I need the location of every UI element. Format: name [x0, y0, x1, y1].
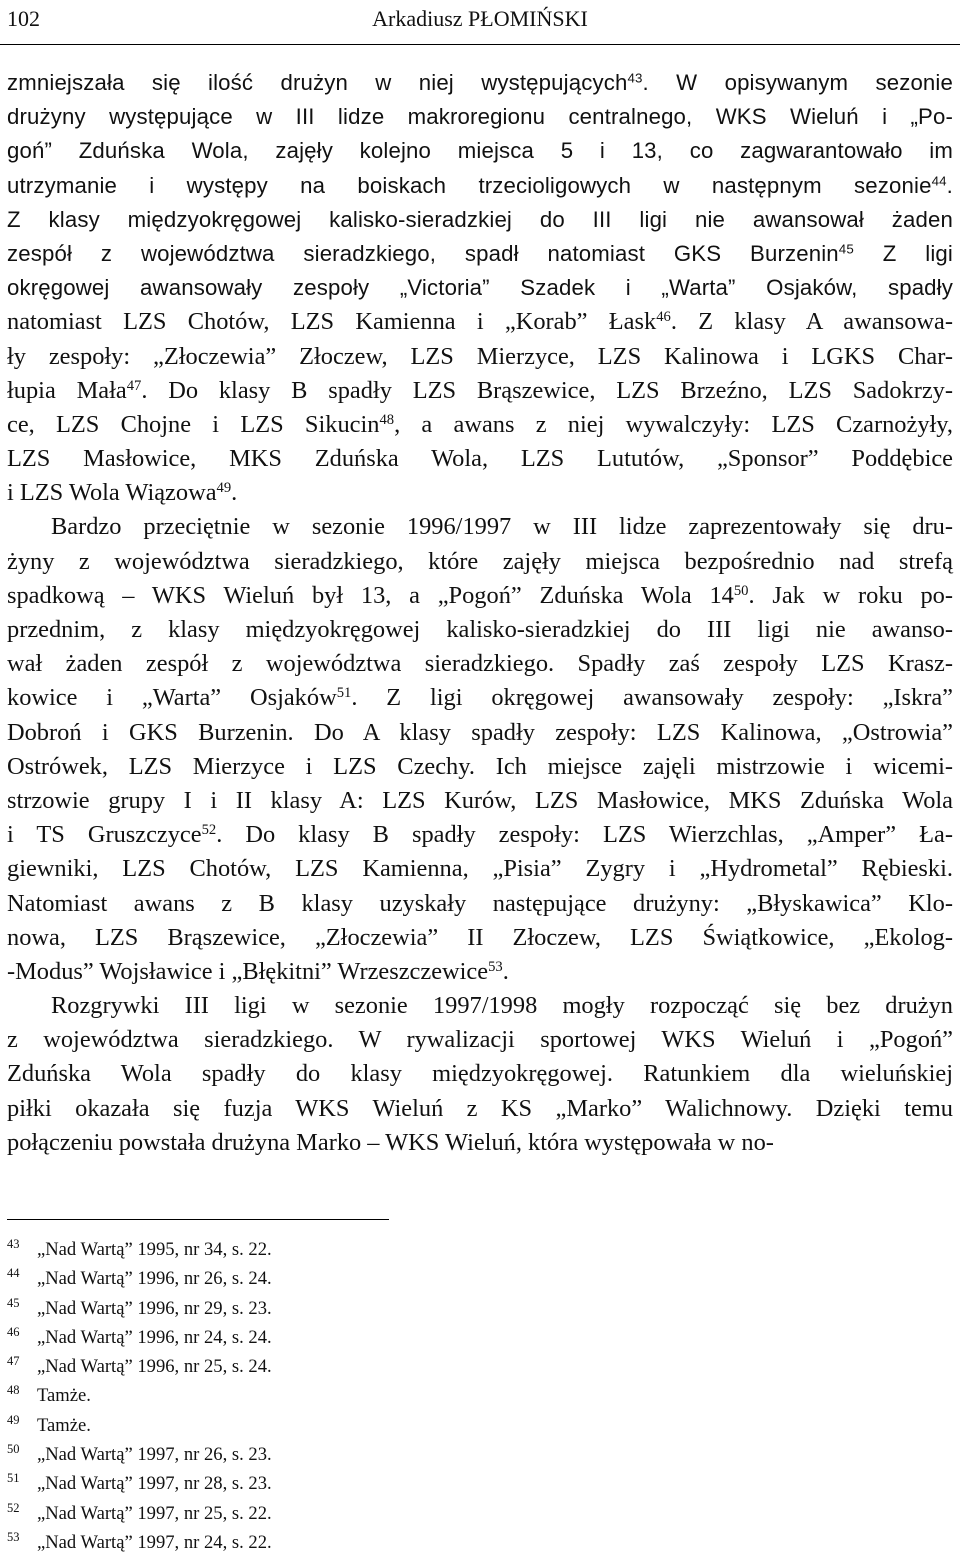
text-line: [7, 613, 953, 647]
footnote: [7, 1435, 807, 1464]
text-line: [7, 271, 953, 305]
footnote-text: „Nad Wartą” 1997, nr 26, s. 23.: [37, 1444, 272, 1466]
text-line: [7, 1126, 953, 1160]
text-segment: . Do klasy B spadły LZS Brąszewice, LZS Brzeźno, LZS Sadokrzy-: [141, 376, 953, 404]
text-segment: łupia Mała: [7, 376, 127, 404]
text-segment: . Jak w roku po-: [748, 581, 953, 609]
footnote-ref[interactable]: 52: [201, 822, 217, 839]
footnote-ref[interactable]: 51: [336, 685, 352, 702]
text-segment: Rozgrywki III ligi w sezonie 1997/1998 mogły rozpocząć się bez drużyn: [51, 992, 953, 1020]
text-line: [7, 955, 953, 989]
footnote-text: „Nad Wartą” 1996, nr 24, s. 24.: [37, 1326, 272, 1348]
text-segment: zmniejszała się ilość drużyn w niej występujących: [7, 70, 628, 95]
text-line: [7, 852, 953, 886]
text-segment: Ostrówek, LZS Mierzyce i LZS Czechy. Ich miejsce zajęli mistrzowie i wicemi-: [7, 752, 953, 780]
text-line: [7, 237, 953, 271]
text-segment: nowa, LZS Brąszewice, „Złoczewia” II Złoczew, LZS Świątkowice, „Ekolog-: [7, 923, 953, 951]
footnote-text: Tamże.: [37, 1414, 91, 1436]
text-segment: i LZS Wola Wiązowa: [7, 479, 217, 507]
footnote-text: „Nad Wartą” 1996, nr 29, s. 23.: [37, 1297, 272, 1319]
text-segment: z województwa sieradzkiego. W rywalizacji sportowej WKS Wieluń i „Pogoń”: [7, 1026, 953, 1054]
footnote-ref[interactable]: 46: [656, 309, 671, 326]
text-segment: Dobroń i GKS Burzenin. Do A klasy spadły zespoły: LZS Kalinowa, „Ostrowia”: [7, 718, 953, 746]
footnote-number: 44: [7, 1266, 20, 1281]
text-segment: . W opisywanym sezonie: [642, 70, 953, 95]
text-line: [7, 887, 953, 921]
text-line: [7, 1023, 953, 1057]
text-line: [7, 510, 953, 544]
footnote-text: „Nad Wartą” 1997, nr 28, s. 23.: [37, 1473, 272, 1495]
footnote-ref[interactable]: 45: [838, 241, 854, 257]
text-segment: spadkową – WKS Wieluń był 13, a „Pogoń” Zduńska Wola 14: [7, 581, 734, 609]
footnote-ref[interactable]: 53: [488, 958, 503, 975]
text-line: [7, 442, 953, 476]
text-segment: giewniki, LZS Chotów, LZS Kamienna, „Pisia” Zygry i „Hydrometal” Rębieski.: [7, 855, 953, 883]
text-line: [7, 1057, 953, 1091]
text-segment: natomiast LZS Chotów, LZS Kamienna i „Korab” Łask: [7, 308, 657, 336]
text-segment: Z klasy międzyokręgowej kalisko-sieradzkiej do III ligi nie awansował żaden: [7, 206, 953, 232]
text-segment: strzowie grupy I i II klasy A: LZS Kurów, LZS Masłowice, MKS Zduńska Wola: [7, 786, 953, 814]
text-line: [7, 305, 953, 339]
footnote: [7, 1523, 807, 1552]
text-line: [7, 716, 953, 750]
footnote-number: 49: [7, 1412, 20, 1427]
text-segment: piłki okazała się fuzja WKS Wieluń z KS „Marko” Walichnowy. Dzięki temu: [7, 1094, 953, 1122]
text-segment: Zduńska Wola spadły do klasy międzyokręgowej. Ratunkiem dla wieluńskiej: [7, 1060, 953, 1088]
text-segment: Bardzo przeciętnie w sezonie 1996/1997 w III lidze zaprezentowały się dru-: [51, 513, 953, 541]
footnote-text: „Nad Wartą” 1997, nr 25, s. 22.: [37, 1502, 272, 1524]
text-line: [7, 169, 953, 203]
text-segment: . Z ligi okręgowej awansowały zespoły: „Iskra”: [351, 684, 954, 712]
text-segment: żyny z województwa sieradzkiego, które zajęły miejsca bezpośrednio nad strefą: [7, 547, 953, 575]
text-line: [7, 100, 953, 134]
text-line: [7, 989, 953, 1023]
text-segment: przednim, z klasy międzyokręgowej kalisko-sieradzkiej do III ligi nie awanso-: [7, 616, 953, 643]
footnote: [7, 1406, 807, 1435]
page-number: 102: [7, 6, 40, 31]
text-segment: utrzymanie i występy na boiskach trzecioligowych w następnym sezonie: [7, 172, 932, 198]
text-segment: kowice i „Warta” Osjaków: [7, 684, 337, 712]
footnote: [7, 1494, 807, 1523]
text-segment: , a awans z niej wywalczyły: LZS Czarnożyły,: [394, 410, 953, 438]
footnote: [7, 1464, 807, 1493]
footnote-separator: [7, 1219, 389, 1220]
footnote-ref[interactable]: 44: [931, 173, 947, 189]
text-segment: połączeniu powstała drużyna Marko – WKS Wieluń, która występowała w no-: [7, 1128, 774, 1156]
footnote-number: 48: [7, 1383, 20, 1398]
text-segment: LZS Masłowice, MKS Zduńska Wola, LZS Lututów, „Sponsor” Poddębice: [7, 445, 953, 473]
footnote-ref[interactable]: 47: [126, 377, 142, 394]
footnote-ref[interactable]: 50: [733, 582, 749, 599]
text-segment: .: [946, 172, 953, 198]
text-line: [7, 1092, 953, 1126]
text-line: [7, 784, 953, 818]
text-segment: drużyny występujące w III lidze makroregionu centralnego, WKS Wieluń i „Po-: [7, 104, 953, 130]
footnote-number: 45: [7, 1295, 20, 1310]
text-line: [7, 818, 953, 852]
text-segment: Z ligi: [853, 240, 953, 266]
text-segment: okręgowej awansowały zespoły „Victoria” Szadek i „Warta” Osjaków, spadły: [7, 275, 953, 301]
text-segment: . Do klasy B spadły zespoły: LZS Wierzchlas, „Amper” Ła-: [216, 821, 953, 849]
footnote-text: „Nad Wartą” 1996, nr 25, s. 24.: [37, 1356, 272, 1378]
footnote: [7, 1318, 807, 1347]
text-line: [7, 579, 953, 613]
text-segment: . Z klasy A awansowa-: [670, 308, 953, 336]
footnote: [7, 1259, 807, 1288]
footnote-text: „Nad Wartą” 1997, nr 24, s. 22.: [37, 1531, 272, 1553]
text-segment: goń” Zduńska Wola, zajęły kolejno miejsca 5 i 13, co zagwarantowało im: [7, 138, 953, 164]
text-segment: zespół z województwa sieradzkiego, spadł natomiast GKS Burzenin: [7, 240, 839, 266]
footnote-number: 50: [7, 1442, 20, 1457]
text-line: [7, 408, 953, 442]
text-line: [7, 750, 953, 784]
text-segment: ce, LZS Chojne i LZS Sikucin: [7, 410, 380, 438]
text-segment: .: [502, 957, 509, 985]
text-line: [7, 681, 953, 715]
text-line: [7, 203, 953, 237]
footnotes: [7, 1230, 807, 1552]
text-line: [7, 647, 953, 681]
footnote-text: „Nad Wartą” 1996, nr 26, s. 24.: [37, 1268, 272, 1290]
footnote-number: 53: [7, 1529, 20, 1544]
footnote-number: 46: [7, 1324, 20, 1339]
author-name: Arkadiusz PŁOMIŃSKI: [372, 6, 588, 31]
body-text: [7, 66, 953, 1160]
text-segment: wał żaden zespół z województwa sieradzkiego. Spadły zaś zespoły LZS Krasz-: [7, 650, 953, 678]
footnote: [7, 1376, 807, 1405]
text-line: [7, 134, 953, 168]
footnote-number: 51: [7, 1471, 20, 1486]
text-segment: i TS Gruszczyce: [7, 821, 202, 849]
text-line: [7, 921, 953, 955]
footnote-number: 52: [7, 1500, 20, 1515]
footnote-ref[interactable]: 49: [216, 480, 232, 497]
running-header: [0, 0, 960, 45]
footnote: [7, 1289, 807, 1318]
text-line: [7, 545, 953, 579]
text-segment: -Modus” Wojsławice i „Błękitni” Wrzeszczewice: [7, 957, 489, 985]
text-line: [7, 476, 953, 510]
text-segment: .: [231, 479, 238, 507]
footnote-number: 43: [7, 1237, 20, 1251]
footnote-ref[interactable]: 48: [379, 411, 395, 428]
footnote-text: Tamże.: [37, 1385, 91, 1407]
text-line: [7, 374, 953, 408]
footnote-number: 47: [7, 1354, 20, 1369]
footnote-text: „Nad Wartą” 1995, nr 34, s. 22.: [37, 1239, 272, 1260]
footnote: [7, 1347, 807, 1376]
footnote: [7, 1230, 807, 1259]
text-segment: Natomiast awans z B klasy uzyskały następujące drużyny: „Błyskawica” Klo-: [7, 889, 953, 917]
text-line: [7, 66, 953, 100]
footnote-ref[interactable]: 43: [627, 70, 643, 86]
text-segment: ły zespoły: „Złoczewia” Złoczew, LZS Mierzyce, LZS Kalinowa i LGKS Char-: [7, 342, 953, 370]
text-line: [7, 340, 953, 374]
